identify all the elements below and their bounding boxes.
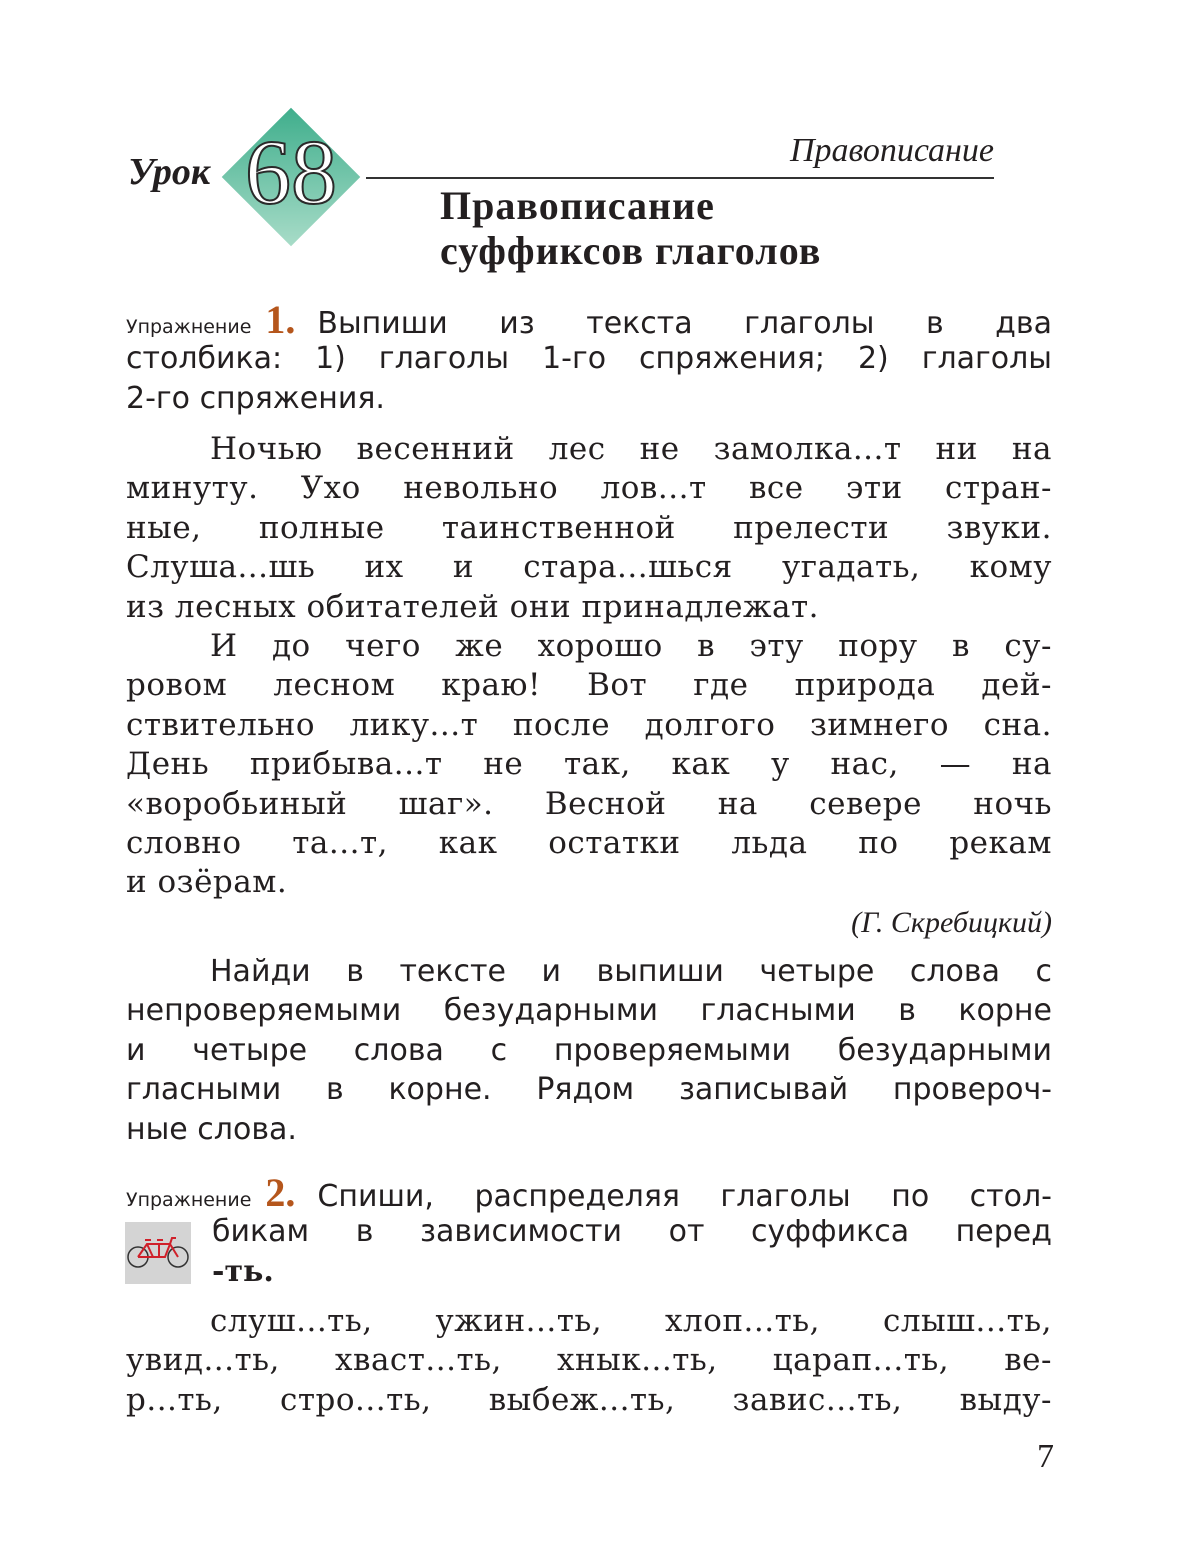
instruction-line: Выпиши из текста глаголы в два [317, 306, 1052, 341]
text-line: ные, полные таинственной прелести звуки. [126, 509, 1052, 546]
instruction-suffix: -ть. [212, 1253, 274, 1289]
page-title [440, 183, 821, 273]
text-line: Слуша...шь их и стара...шься угадать, кому [126, 549, 1052, 586]
instruction-line: столбика: 1) глаголы 1-го спряжения; 2) глаголы [126, 341, 1052, 377]
text-author: (Г. Скребицкий) [851, 906, 1052, 939]
word-line: слуш...ть, ужин...ть, хлоп...ть, слыш...ть, [210, 1303, 1052, 1339]
header-divider [366, 177, 994, 179]
tandem-bicycle-icon [125, 1222, 191, 1284]
exercise-1-task [126, 952, 1052, 1149]
text-line: ровом лесном краю! Вот где природа дей- [126, 667, 1052, 704]
word-line: р...ть, стро...ть, выбеж...ть, завис...ть, выду- [126, 1381, 1052, 1418]
exercise-1-text [126, 430, 1052, 903]
text-line: минуту. Ухо невольно лов...т все эти стран- [126, 470, 1052, 507]
exercise-2-instruction [126, 1170, 1052, 1291]
task-line: гласными в корне. Рядом записывай провероч- [126, 1072, 1052, 1108]
title-line: Правописание [440, 183, 715, 228]
text-line: и озёрам. [126, 864, 288, 901]
exercise-label: Упражнение [126, 316, 252, 338]
text-line: «воробьиный шаг». Весной на севере ночь [126, 785, 1052, 822]
exercise-2-words [126, 1302, 1052, 1420]
text-line: День прибыва...т не так, как у нас, — на [126, 746, 1052, 783]
lesson-number: 68 [245, 121, 337, 223]
instruction-line: Спиши, распределяя глаголы по стол- [317, 1179, 1052, 1214]
text-line: И до чего же хорошо в эту пору в су- [210, 627, 1052, 664]
text-line: словно та...т, как остатки льда по рекам [126, 824, 1052, 861]
task-line: Найди в тексте и выпиши четыре слова с [210, 954, 1052, 989]
exercise-number: 1. [265, 297, 296, 342]
section-title: Правописание [789, 132, 994, 169]
page-number: 7 [1037, 1438, 1054, 1475]
instruction-line: 2-го спряжения. [126, 380, 385, 416]
word-line: увид...ть, хваст...ть, хнык...ть, царап...ть, ве- [126, 1342, 1052, 1379]
exercise-1-instruction [126, 297, 1052, 418]
lesson-label: Урок [128, 151, 211, 193]
task-line: ные слова. [126, 1111, 297, 1147]
text-line: из лесных обитателей они принадлежат. [126, 588, 819, 625]
exercise-label: Упражнение [126, 1189, 252, 1211]
instruction-line: бикам в зависимости от суффикса перед [212, 1214, 1052, 1250]
text-line: Ночью весенний лес не замолка...т ни на [210, 431, 1052, 467]
task-line: непроверяемыми безударными гласными в корне [126, 993, 1052, 1029]
title-line: суффиксов глаголов [440, 228, 822, 273]
lesson-number-badge [222, 108, 360, 246]
task-line: и четыре слова с проверяемыми безударными [126, 1032, 1052, 1068]
text-line: ствительно лику...т после долгого зимнего сна. [126, 706, 1052, 743]
exercise-number: 2. [265, 1170, 296, 1215]
